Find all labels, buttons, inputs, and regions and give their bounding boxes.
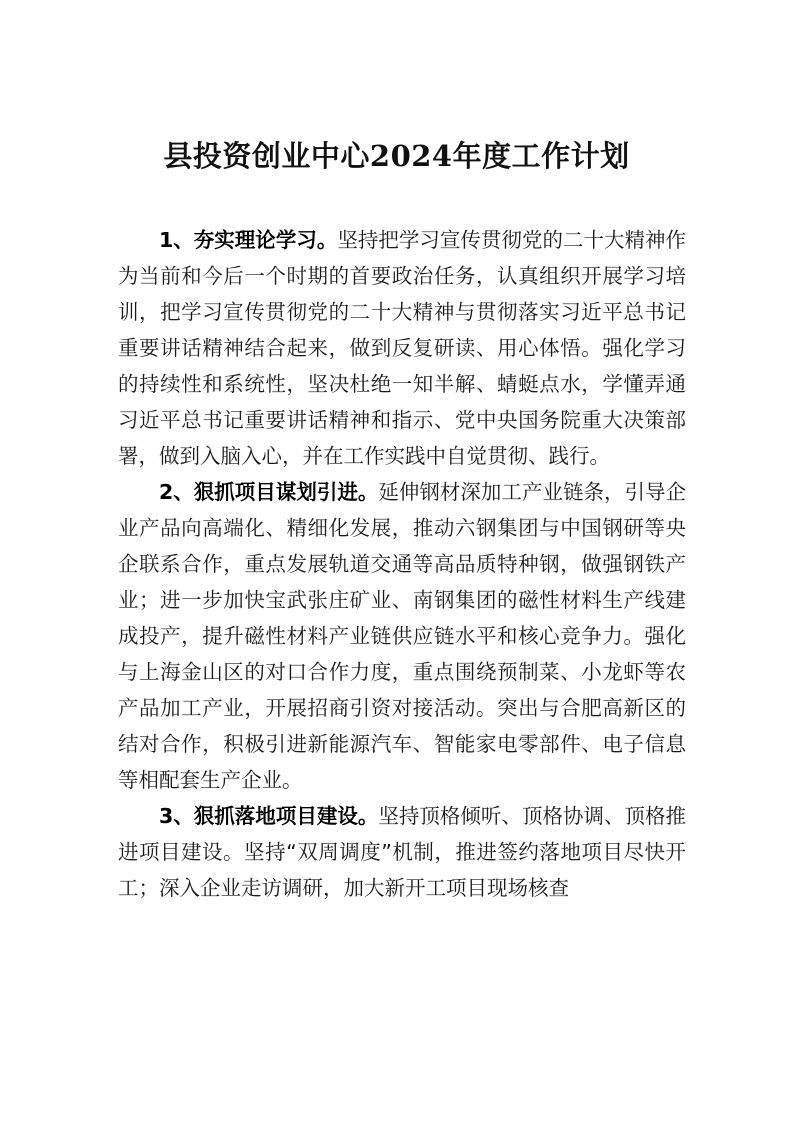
- paragraph-text: 坚持把学习宣传贯彻党的二十大精神作为当前和今后一个时期的首要政治任务，认真组织开展学习培训，把学习宣传贯彻党的二十大精神与贯彻落实习近平总书记重要讲话精神结合起来，做到反复研读、用心体悟。强化学习的持续性和系统性，坚决杜绝一知半解、蜻蜓点水，学懂弄通习近平总书记重要讲话精神和指示、党中央国务院重大决策部署，做到入脑入心，并在工作实践中自觉贯彻、践行。: [118, 228, 687, 468]
- paragraph-project-planning: [118, 474, 686, 798]
- paragraph-theory-study: [118, 222, 686, 474]
- paragraph-heading: 2、狠抓项目谋划引进。: [159, 480, 379, 504]
- paragraph-text: 坚持顶格倾听、顶格协调、顶格推进项目建设。坚持“双周调度”机制，推进签约落地项目尽快开工；深入企业走访调研，加大新开工项目现场核查: [118, 804, 687, 900]
- paragraph-project-construction: [118, 798, 686, 906]
- document-body: [118, 222, 686, 906]
- paragraph-text: 延伸钢材深加工产业链条，引导企业产品向高端化、精细化发展，推动六钢集团与中国钢研等央企联系合作，重点发展轨道交通等高品质特种钢，做强钢铁产业；进一步加快宝武张庄矿业、南钢集团的磁性材料生产线建成投产，提升磁性材料产业链供应链水平和核心竞争力。强化与上海金山区的对口合作力度，重点围绕预制菜、小龙虾等农产品加工产业，开展招商引资对接活动。突出与合肥高新区的结对合作，积极引进新能源汽车、智能家电零部件、电子信息等相配套生产企业。: [118, 480, 687, 792]
- document-title: 县投资创业中心2024年度工作计划: [163, 139, 630, 173]
- paragraph-heading: 1、夯实理论学习。: [159, 228, 338, 252]
- paragraph-heading: 3、狠抓落地项目建设。: [159, 804, 379, 828]
